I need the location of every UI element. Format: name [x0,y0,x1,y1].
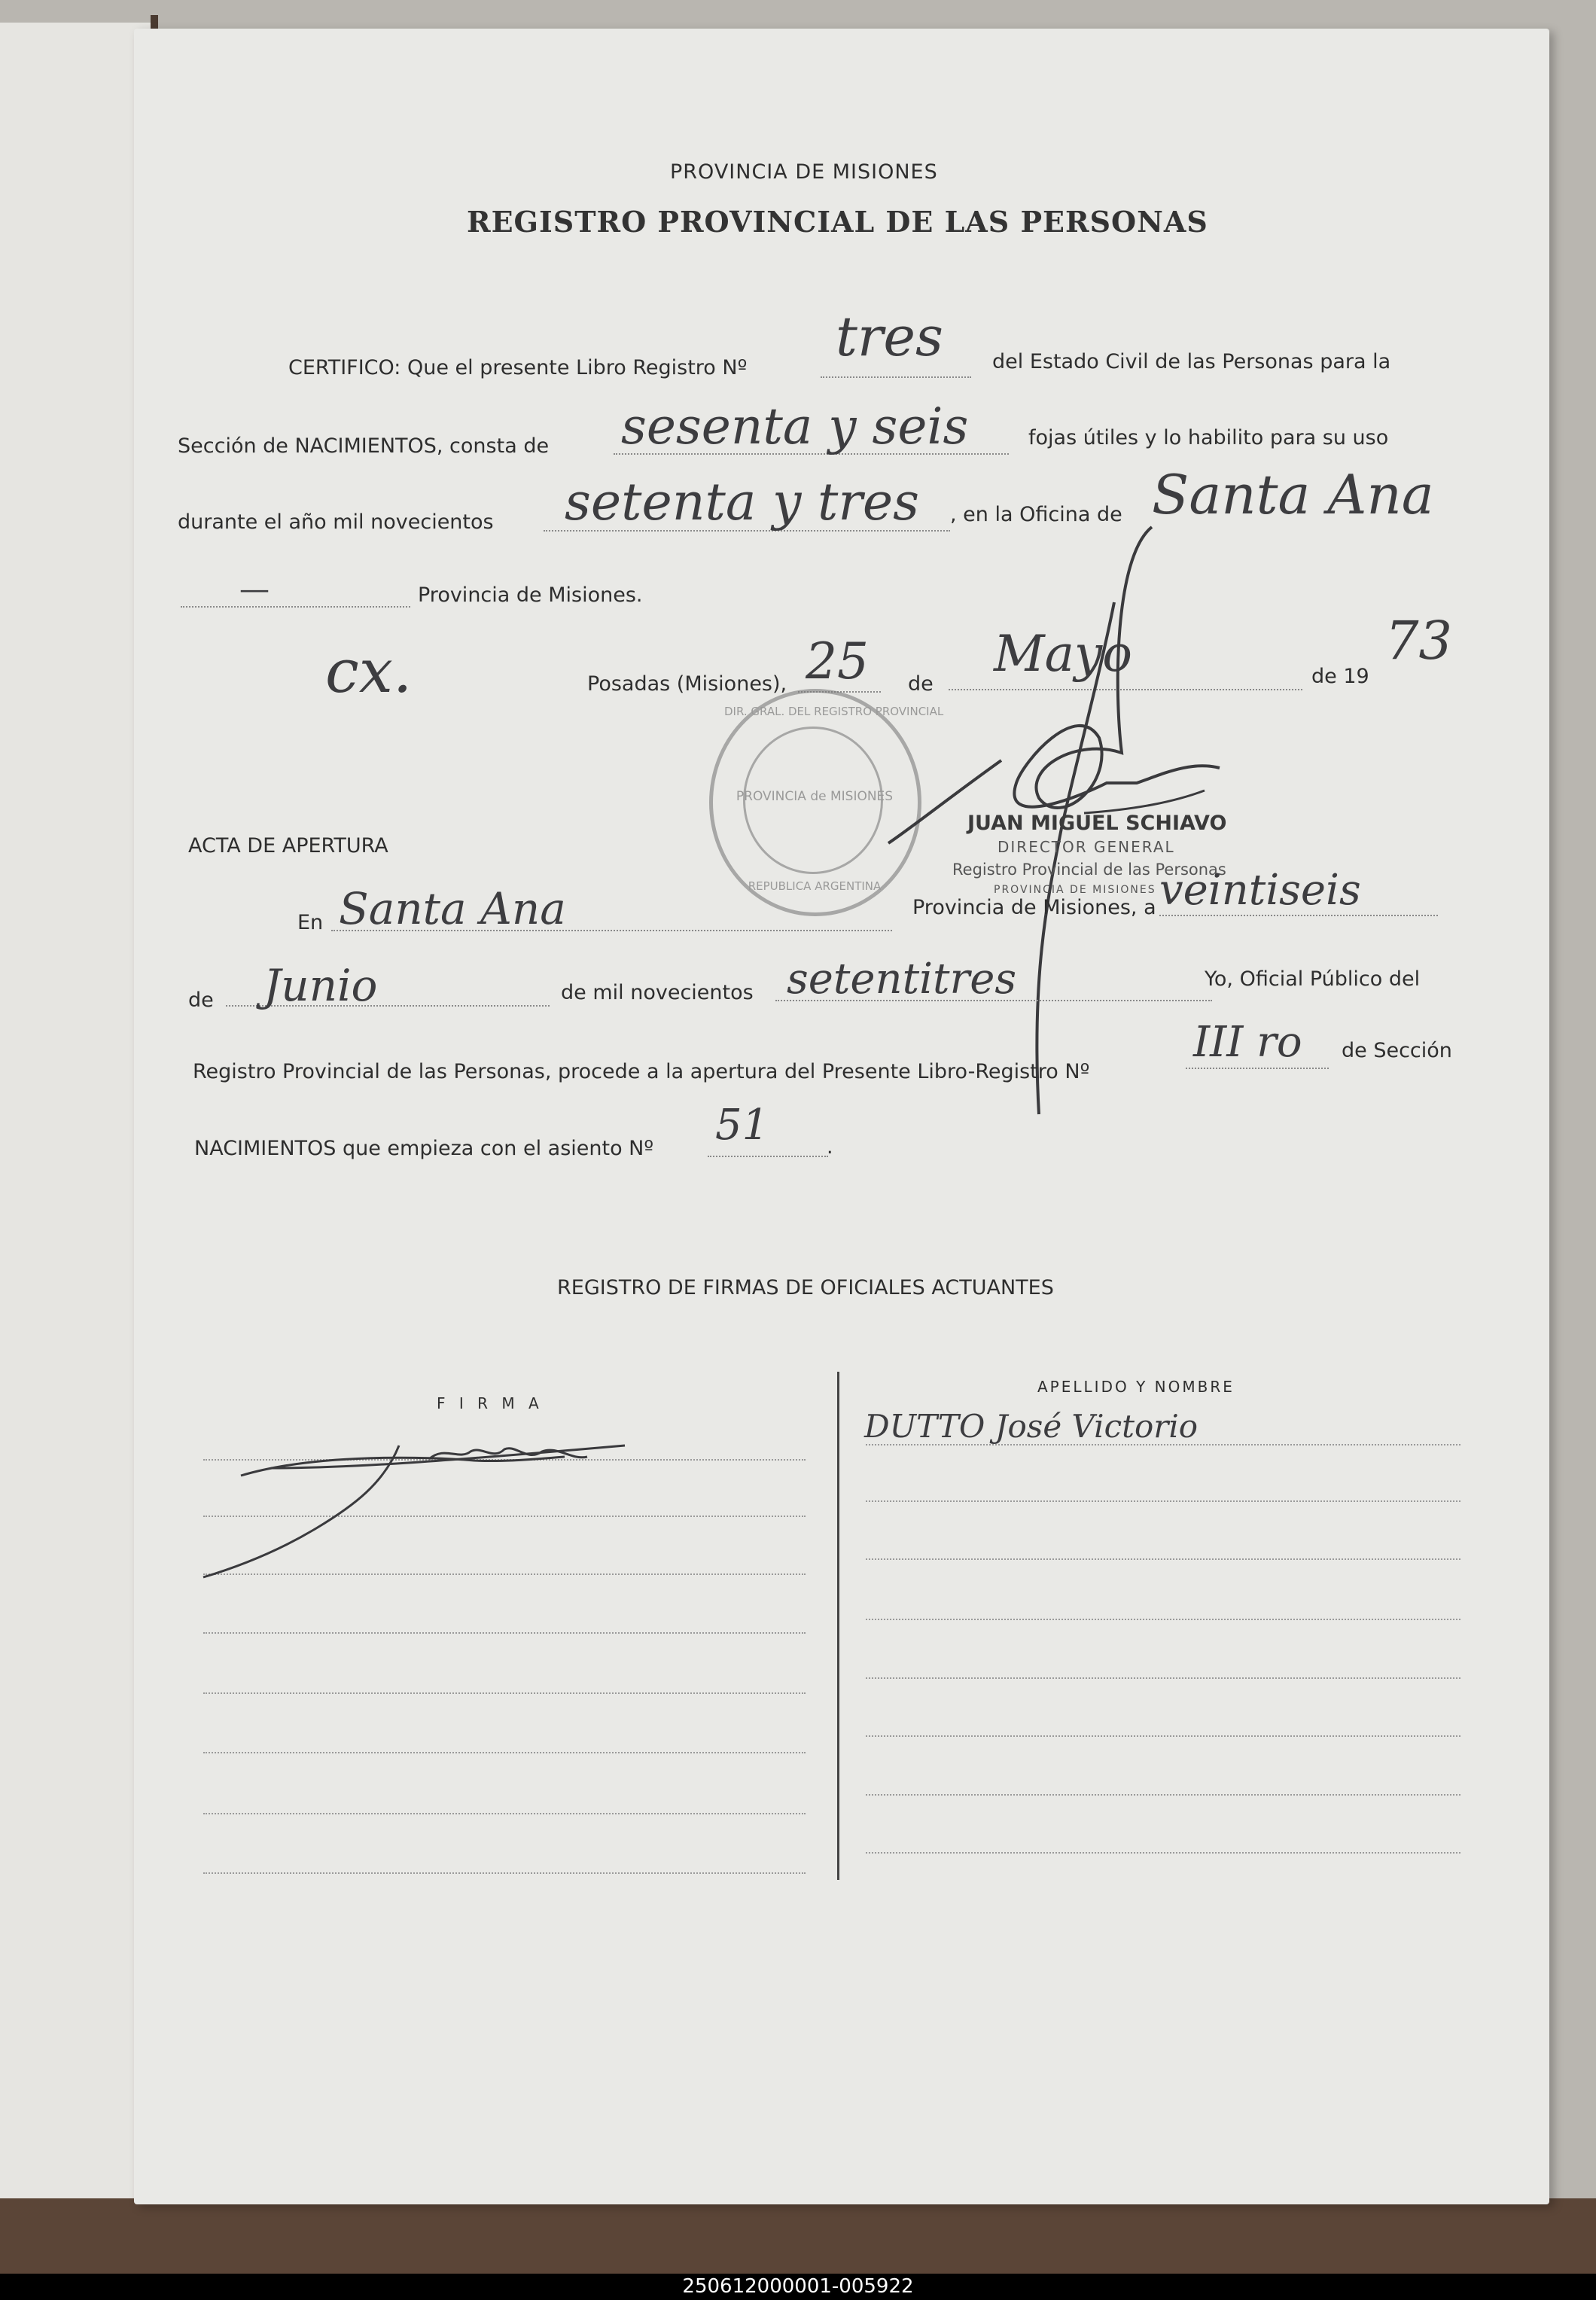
director-name: JUAN MIGUEL SCHIAVO [967,812,1227,835]
acta-title: ACTA DE APERTURA [188,834,388,858]
nombre-line-6 [866,1735,1460,1737]
cert-year-prefix: de 19 [1311,665,1369,688]
acta-libro-num: III ro [1193,1018,1302,1067]
acta-de: de [188,989,214,1012]
acta-line4-a: Registro Provincial de las Personas, procede a la apertura del Presente Libro-Registro Nº [193,1060,1090,1083]
acta-dia: veintiseis [1159,866,1361,915]
nombre-1: DUTTO José Victorio [864,1408,1199,1445]
acta-line4-b: de Sección [1342,1039,1452,1062]
firmas-title: REGISTRO DE FIRMAS DE OFICIALES ACTUANTES [557,1276,1054,1299]
footer-id: 250612000001-005922 [0,2274,1596,2300]
director-province: PROVINCIA DE MISIONES [994,884,1156,896]
cert-libro-num: tres [836,305,943,368]
stamp-text-middle: PROVINCIA de MISIONES [736,789,894,804]
acta-novecientos: de mil novecientos [561,981,754,1004]
firma-line-8 [203,1872,806,1874]
acta-line5-b: . [827,1135,833,1159]
firmas-col-firma: F I R M A [437,1394,544,1412]
firmas-col-nombre: APELLIDO Y NOMBRE [1037,1378,1235,1396]
firmas-column-divider [837,1372,839,1880]
acta-dia-dots [1159,915,1438,916]
acta-en: En [297,911,324,934]
acta-anio: setentitres [787,955,1017,1004]
cert-fojas: sesenta y seis [621,398,969,455]
cert-initials: cx. [325,636,413,706]
director-title: DIRECTOR GENERAL [998,838,1175,856]
cert-place: Posadas (Misiones), [587,672,787,696]
nombre-line-5 [866,1677,1460,1679]
cert-month: Mayo [994,625,1132,683]
nombre-line-3 [866,1558,1460,1560]
header-province: PROVINCIA DE MISIONES [670,160,938,184]
cert-line4-dash: — [239,572,270,607]
firma-line-4 [203,1632,806,1634]
left-page [0,23,156,2198]
nombre-line-8 [866,1852,1460,1854]
cert-line3-b: , en la Oficina de [950,503,1122,526]
cert-line1-b: del Estado Civil de las Personas para la [992,350,1391,373]
director-office: Registro Provincial de las Personas [952,861,1226,879]
book-cover-bottom [0,2198,1596,2274]
cert-line4-b: Provincia de Misiones. [418,583,643,607]
header-registry: REGISTRO PROVINCIAL DE LAS PERSONAS [467,205,1208,239]
cert-line1-dots [821,376,971,378]
acta-yo: Yo, Oficial Público del [1205,967,1421,991]
acta-provincia-text: Provincia de Misiones, a [912,896,1156,919]
cert-year-suffix: 73 [1385,610,1453,672]
cert-oficina: Santa Ana [1152,463,1434,526]
cert-line2-b: fojas útiles y lo habilito para su uso [1028,426,1389,449]
acta-asiento: 51 [715,1101,769,1150]
firma-line-7 [203,1813,806,1814]
nombre-line-4 [866,1619,1460,1620]
cert-line3-a: durante el año mil novecientos [178,510,494,534]
cert-line4-dots [181,606,410,608]
cert-day: 25 [806,632,869,690]
stamp-text-outer: DIR. GRAL. DEL REGISTRO PROVINCIAL [724,705,944,718]
acta-libro-dots [1186,1068,1329,1069]
acta-lugar: Santa Ana [339,883,566,934]
firma-line-5 [203,1692,806,1694]
nombre-line-2 [866,1500,1460,1502]
cert-de: de [908,672,934,696]
acta-line5-a: NACIMIENTOS que empieza con el asiento Nº [194,1137,654,1160]
cert-year-words: setenta y tres [565,473,919,532]
nombre-line-7 [866,1794,1460,1796]
firma-line-6 [203,1752,806,1753]
cert-line1-a: CERTIFICO: Que el presente Libro Registro Nº [288,356,748,379]
stamp-text-bottom: REPUBLICA ARGENTINA [748,879,882,893]
oficial-signature [203,1415,632,1589]
cert-line2-a: Sección de NACIMIENTOS, consta de [178,434,550,458]
acta-mes: Junio [263,960,378,1011]
acta-asiento-dots [708,1156,828,1157]
